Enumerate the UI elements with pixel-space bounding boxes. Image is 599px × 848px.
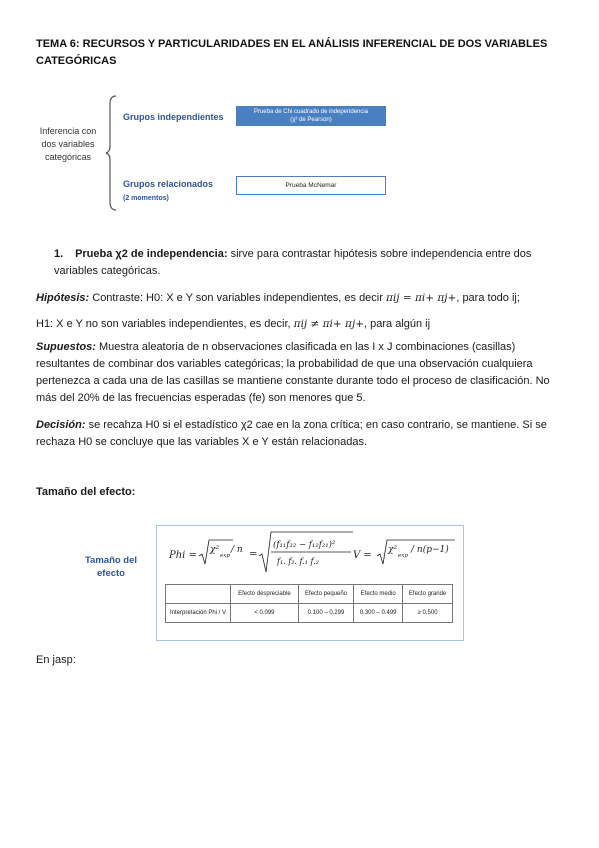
svg-text:V =: V = — [353, 550, 372, 561]
svg-text:=: = — [249, 549, 258, 560]
group-independent-label: Grupos independientes — [123, 112, 224, 122]
decision-paragraph — [36, 417, 566, 451]
effect-size-figure — [75, 522, 465, 642]
mcnemar-test-box — [236, 176, 386, 195]
table-header-cell: Efecto medio — [354, 585, 403, 604]
table-cell: Interpretación Phi / V — [166, 604, 231, 623]
table-row — [166, 585, 453, 604]
assumptions-label: Supuestos: — [36, 341, 96, 353]
effect-size-label-line1: Tamaño del — [84, 555, 138, 566]
hypothesis-label: Hipótesis: — [36, 292, 90, 304]
table-cell: ≥ 0.500 — [403, 604, 453, 623]
inference-diagram — [36, 90, 456, 215]
hypothesis-h0 — [36, 290, 566, 307]
svg-text:exp: exp — [398, 553, 408, 559]
table-header-cell — [166, 585, 231, 604]
chi-square-test-alias: (χ² de Pearson) — [290, 117, 332, 123]
h0-tail: , para todo ij; — [456, 292, 520, 304]
group-related-sublabel: (2 momentos) — [123, 195, 169, 202]
effect-size-panel — [156, 525, 464, 641]
svg-text:/ n(p−1): / n(p−1) — [411, 545, 449, 555]
diagram-brace — [104, 94, 118, 212]
svg-text:(f₁₁f₂₂ − f₁₂f₂₁)²: (f₁₁f₂₂ − f₁₂f₂₁)² — [273, 540, 336, 550]
h1-text: H1: X e Y no son variables independientes, es decir, — [36, 318, 291, 330]
hypothesis-h1 — [36, 316, 566, 333]
table-header-cell: Efecto despreciable — [231, 585, 299, 604]
chi-square-test-name: Prueba de Chi cuadrado de independencia — [253, 109, 369, 115]
svg-text:χ²: χ² — [388, 545, 398, 555]
effect-size-figure-label — [75, 554, 147, 580]
decision-label: Decisión: — [36, 419, 86, 431]
h1-tail: , para algún ij — [364, 318, 431, 330]
chi-square-test-box — [236, 106, 386, 126]
mcnemar-test-name: Prueba McNemar — [285, 182, 337, 189]
effect-size-formulas — [165, 530, 457, 578]
table-cell: 0.300 – 0.499 — [354, 604, 403, 623]
group-related-label: Grupos relacionados — [123, 179, 214, 189]
assumptions-paragraph — [36, 339, 566, 407]
svg-text:exp: exp — [220, 553, 230, 559]
decision-text: se recahza H0 si el estadístico χ2 cae en la zona crítica; en caso contrario, se mantiene. Si se rechaza H0 se concluye que las variables X e Y están relacionadas. — [36, 419, 547, 448]
table-cell: 0.100 – 0.299 — [298, 604, 353, 623]
jasp-label: En jasp: — [36, 654, 76, 666]
diagram-root-label: Inferencia con dos variables categóricas — [39, 126, 97, 162]
table-header-cell: Efecto pequeño — [298, 585, 353, 604]
svg-text:/ n: / n — [231, 545, 243, 555]
table-cell: < 0.099 — [231, 604, 299, 623]
item-chi-square — [54, 246, 562, 280]
table-header-cell: Efecto grande — [403, 585, 453, 604]
item-text: sirve para contrastar hipótesis sobre independencia entre dos variables categóricas. — [54, 248, 532, 277]
assumptions-text: Muestra aleatoria de n observaciones clasificada en las I x J combinaciones (casillas) resultantes de combinar dos variables categóricas; la probabilidad de que una observación cualquiera pertenezca a cada una de las casillas se mantiene constante durante todo el proceso de clasificación. No más del 20% de las frecuencias esperadas (fe) son menores que 5. — [36, 341, 550, 404]
effect-size-label-line2: efecto — [97, 568, 125, 579]
svg-text:f₁. f₂. f.₁ f.₂: f₁. f₂. f.₁ f.₂ — [277, 557, 319, 566]
svg-text:χ²: χ² — [210, 545, 220, 555]
h0-formula: πij = πi+ πj+ — [385, 292, 457, 304]
h1-formula: πij ≠ πi+ πj+ — [293, 318, 365, 330]
h0-text: Contraste: H0: X e Y son variables independientes, es decir — [92, 292, 383, 304]
table-row — [166, 604, 453, 623]
item-heading: Prueba χ2 de independencia: — [75, 248, 228, 260]
item-number: 1. — [54, 248, 64, 260]
page-title: TEMA 6: RECURSOS Y PARTICULARIDADES EN EL ANÁLISIS INFERENCIAL DE DOS VARIABLES CATEGÓRICAS — [36, 38, 548, 67]
effect-size-table — [165, 584, 453, 623]
svg-text:Phi =: Phi = — [169, 550, 197, 561]
effect-size-heading: Tamaño del efecto: — [36, 486, 136, 498]
